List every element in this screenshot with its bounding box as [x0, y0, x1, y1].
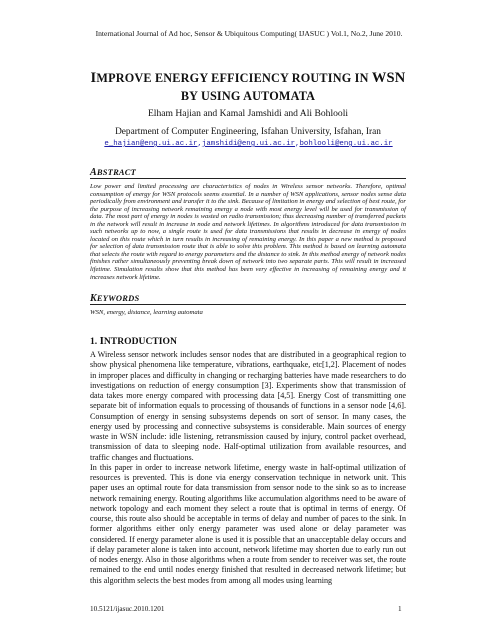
introduction-paragraph-1: A Wireless sensor network includes sensor nodes that are distributed in a geographical region to show physical phenomena like temperature, vibrations, earthquake, etc[1,2]. Placement of nodes in improper places and difficulty in changing or recharging batteries have made researchers to do investigations on reduction of energy consumption [3]. Experiments show that transmission of data takes more energy compared with processing data [4,5]. Energy Cost of transmitting one separate bit of information equals to processing of thousands of functions in a sensor node [4,6]. Consumption of energy in sensing subsystems depends on sort of sensor. In many cases, the energy used by processing and connective subsystems is considerable. Main sources of energy waste in WSN include: idle listening, retransmission caused by injury, control packet overhead, transmission of data to sleeping node. Half-optimal utilization from available resources, and traffic changes and fluctuations.: [90, 350, 406, 462]
email-link-jamshidi[interactable]: jamshidi@eng.ui.ac.ir: [201, 140, 296, 148]
introduction-body: [90, 350, 406, 586]
email-link-hajian[interactable]: e_hajian@eng.ui.ac.ir: [104, 140, 198, 148]
author-list: Elham Hajian and Kamal Jamshidi and Ali Bohlooli: [147, 108, 349, 119]
email-link-bohlooli[interactable]: bohlooli@eng.ui.ac.ir: [299, 140, 393, 148]
title-line-2: BY USING AUTOMATA: [180, 89, 316, 103]
keywords-heading: KEYWORDS: [90, 293, 140, 304]
paper-title: [80, 69, 416, 105]
introduction-heading: 1. INTRODUCTION: [90, 335, 177, 347]
affiliation: Department of Computer Engineering, Isfahan University, Isfahan, Iran: [115, 127, 381, 137]
abstract-heading: ABSTRACT: [90, 167, 137, 178]
keywords-text: WSN, energy, distance, learning automata: [90, 309, 203, 316]
page-number: 1: [398, 605, 402, 613]
title-line-1: IMPROVE ENERGY EFFICIENCY ROUTING IN WSN: [90, 70, 406, 86]
introduction-paragraph-2: In this paper in order to increase network lifetime, energy waste in half-optimal utilization of resources is prevented. This is done via energy conservation technique in network unit. This paper uses an optimal route for data transmission from sensor node to the sink so as to increase network remaining energy. Routing algorithms like accumulation algorithms need to be aware of network topology and each moment they select a route that is optimal in terms of energy. Of course, this route also should be acceptable in terms of delay and number of paces to the sink. In former algorithms either only energy parameter was used alone or delay parameter was considered. If energy parameter alone is used it is possible that an unacceptable delay occurs and if delay parameter alone is taken into account, network lifetime may shorten due to early run out of nodes energy. Also in those algorithms when a route from sender to receiver was set, the route remained to the end until nodes energy finished that resulted in decreased network lifetime; but this algorithm selects the best modes from among all modes using learning: [90, 462, 406, 585]
running-header: International Journal of Ad hoc, Sensor & Ubiquitous Computing( IJASUC ) Vol.1, No.2, June 2010.: [95, 29, 403, 38]
footer-doi: 10.5121/ijasuc.2010.1201: [90, 605, 165, 613]
author-emails: e_hajian@eng.ui.ac.ir,jamshidi@eng.ui.ac.ir,bohlooli@eng.ui.ac.ir: [104, 140, 393, 148]
abstract-text: Low power and limited processing are characteristics of nodes in Wireless sensor networks. Therefore, optimal consumption of energy for WSN protocols seems essential. In a number of WSN applications, sensor nodes sense data periodically from environment and transfer it to the sink. Because of limitation in energy and selection of best route, for the purpose of increasing network remaining energy a node with most energy level will be used for transmission of data. The most part of energy in nodes is wasted on radio transmission; thus decreasing number of transferred packets in the network will result in increase in node and network lifetimes. In algorithms introduced for data transmission in such networks up to now, a single route is used for data transmissions that results in decrease in energy of nodes located on this route which in turn results in increasing of remaining energy. In this paper a new method is proposed for selection of data transmission route that is able to solve this problem. This method is based on learning automata that selects the route with regard to energy parameters and the distance to sink. In this method energy of network nodes finishes rather simultaneously preventing break down of network into two separate parts. This will result in increased lifetime. Simulation results show that this method has been very effective in increasing of remaining energy and it increases network lifetime.: [90, 183, 406, 281]
keywords-divider: [90, 304, 406, 305]
abstract-divider: [90, 178, 406, 179]
